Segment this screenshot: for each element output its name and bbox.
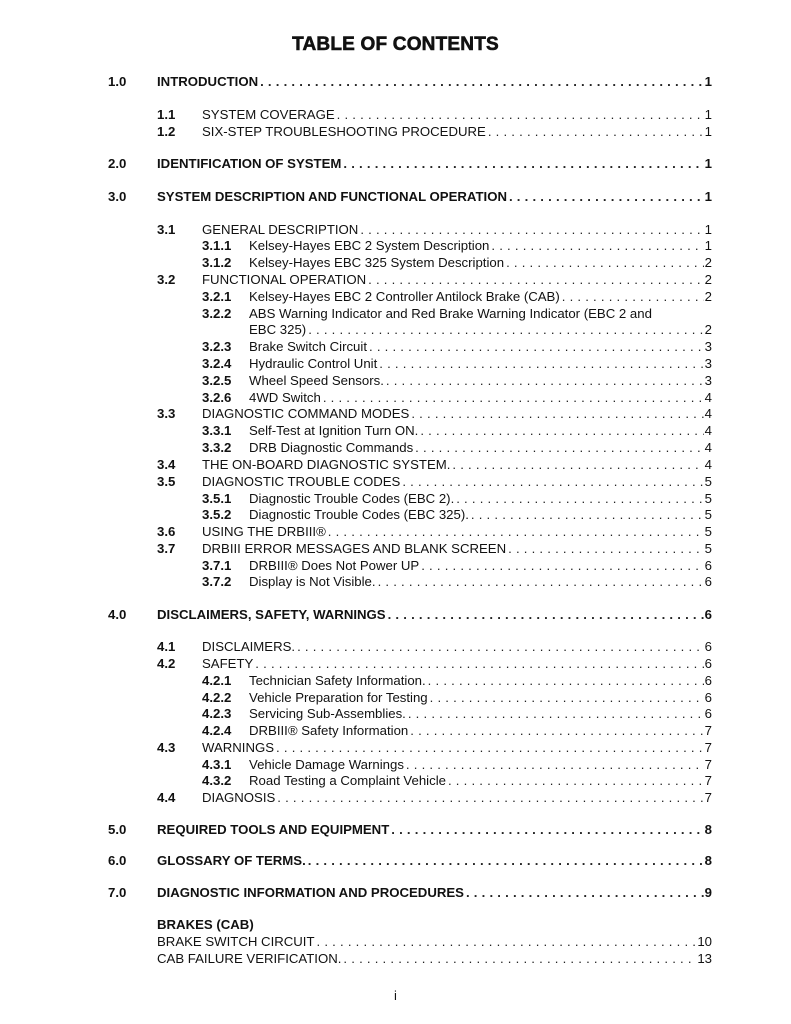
leader-dots xyxy=(509,188,704,205)
section-title[interactable]: Self-Test at Ignition Turn ON. xyxy=(249,423,419,438)
section-title[interactable]: Kelsey-Hayes EBC 2 Controller Antilock Brake (CAB) xyxy=(249,289,560,304)
toc-entry-4-0[interactable] xyxy=(0,606,791,623)
section-number: 4.3.1 xyxy=(202,757,232,772)
toc-entry-2-0[interactable] xyxy=(0,155,791,172)
page-number: 5 xyxy=(704,541,712,556)
leader-dots xyxy=(420,422,703,439)
leader-dots xyxy=(337,106,704,123)
toc-entry-4-2-1[interactable] xyxy=(0,672,791,689)
section-title[interactable]: Vehicle Damage Warnings xyxy=(249,757,404,772)
leader-dots xyxy=(297,638,704,655)
section-title[interactable]: GENERAL DESCRIPTION xyxy=(202,222,359,237)
section-number: 1.0 xyxy=(108,74,127,89)
leader-dots xyxy=(360,221,703,238)
toc-entry-1-0[interactable] xyxy=(0,73,791,90)
section-title[interactable]: DIAGNOSTIC INFORMATION AND PROCEDURES xyxy=(157,885,464,900)
page-number: 6 xyxy=(704,673,712,688)
section-title[interactable]: DRBIII® Safety Information xyxy=(249,723,409,738)
toc-entry-1-2[interactable] xyxy=(0,123,791,140)
page-number: 5 xyxy=(704,507,712,522)
section-title[interactable]: DRBIII ERROR MESSAGES AND BLANK SCREEN xyxy=(202,541,507,556)
section-title[interactable]: Hydraulic Control Unit xyxy=(249,356,378,371)
leader-dots xyxy=(402,473,703,490)
page-number: 1 xyxy=(704,74,712,89)
section-title[interactable]: Display is Not Visible. xyxy=(249,574,376,589)
toc-entry-3-7[interactable] xyxy=(0,540,791,557)
section-number: 2.0 xyxy=(108,156,127,171)
section-number: 3.2.6 xyxy=(202,390,232,405)
section-number: 7.0 xyxy=(108,885,127,900)
leader-dots xyxy=(430,689,704,706)
page-number: 3 xyxy=(704,356,712,371)
leader-dots xyxy=(308,852,704,869)
leader-dots xyxy=(415,439,703,456)
page-number: 1 xyxy=(704,238,712,253)
leader-dots xyxy=(562,288,704,305)
leader-dots xyxy=(391,821,703,838)
leader-dots xyxy=(277,789,703,806)
section-title[interactable]: FUNCTIONAL OPERATION xyxy=(202,272,367,287)
page-number: 5 xyxy=(704,524,712,539)
section-number: 4.2.2 xyxy=(202,690,232,705)
page-number: 4 xyxy=(704,406,712,421)
leader-dots xyxy=(388,606,704,623)
leader-dots xyxy=(255,655,703,672)
page-number: 4 xyxy=(704,423,712,438)
section-title[interactable]: Wheel Speed Sensors. xyxy=(249,373,384,388)
section-title[interactable]: SAFETY xyxy=(202,656,254,671)
leader-dots xyxy=(408,705,704,722)
section-number: 3.3 xyxy=(157,406,176,421)
leader-dots xyxy=(368,271,704,288)
page-number: 7 xyxy=(704,773,712,788)
page-number: 6 xyxy=(704,706,712,721)
page-number: 1 xyxy=(704,124,712,139)
toc-entry-3-1[interactable] xyxy=(0,221,791,238)
toc-entry-3-7-2[interactable] xyxy=(0,573,791,590)
page-number: 6 xyxy=(704,639,712,654)
leader-dots xyxy=(308,321,703,338)
page-number: 1 xyxy=(704,222,712,237)
brakes-section-heading-row xyxy=(0,916,791,933)
leader-dots xyxy=(448,772,704,789)
toc-entry-6-0[interactable] xyxy=(0,852,791,869)
section-number: 3.3.2 xyxy=(202,440,232,455)
section-number: 4.2.4 xyxy=(202,723,232,738)
leader-dots xyxy=(466,884,704,901)
leader-dots xyxy=(379,355,703,372)
footer-page-number: i xyxy=(394,988,397,1003)
toc-entry-3-6[interactable] xyxy=(0,523,791,540)
section-title[interactable]: Road Testing a Complaint Vehicle xyxy=(249,773,446,788)
section-number: 6.0 xyxy=(108,853,127,868)
page-number: 3 xyxy=(704,339,712,354)
section-number: 3.1.1 xyxy=(202,238,232,253)
leader-dots xyxy=(386,372,704,389)
page-number: 1 xyxy=(704,189,712,204)
section-number: 1.2 xyxy=(157,124,176,139)
toc-entry-3-4[interactable] xyxy=(0,456,791,473)
section-title[interactable]: DIAGNOSTIC COMMAND MODES xyxy=(202,406,410,421)
section-number: 3.7.2 xyxy=(202,574,232,589)
section-title[interactable]: DRB Diagnostic Commands xyxy=(249,440,414,455)
section-title[interactable]: Diagnostic Trouble Codes (EBC 325). xyxy=(249,507,469,522)
section-title[interactable]: Diagnostic Trouble Codes (EBC 2). xyxy=(249,491,455,506)
toc-entry-3-0[interactable] xyxy=(0,188,791,205)
page-number: 6 xyxy=(704,558,712,573)
section-title[interactable]: INTRODUCTION xyxy=(157,74,259,89)
page-number: 4 xyxy=(704,457,712,472)
section-number: 4.3.2 xyxy=(202,773,232,788)
section-title[interactable]: DISCLAIMERS, SAFETY, WARNINGS xyxy=(157,607,386,622)
section-number: 3.6 xyxy=(157,524,176,539)
toc-entry-3-2-1[interactable] xyxy=(0,288,791,305)
toc-entry-1-1[interactable] xyxy=(0,106,791,123)
page-number: 2 xyxy=(704,322,712,337)
page-number: 4 xyxy=(704,440,712,455)
toc-entry-4-4[interactable] xyxy=(0,789,791,806)
leader-dots xyxy=(323,389,704,406)
section-title[interactable]: DRBIII® Does Not Power UP xyxy=(249,558,420,573)
section-number: 3.1.2 xyxy=(202,255,232,270)
toc-entry-cab-failure-verification[interactable] xyxy=(0,950,791,967)
leader-dots xyxy=(276,739,704,756)
leader-dots xyxy=(508,540,704,557)
toc-entry-3-3-1[interactable] xyxy=(0,422,791,439)
page-number: 6 xyxy=(704,574,712,589)
toc-entry-5-0[interactable] xyxy=(0,821,791,838)
section-title[interactable]: USING THE DRBIII® xyxy=(202,524,326,539)
section-number: 3.5.1 xyxy=(202,491,232,506)
toc-entry-3-2-3[interactable] xyxy=(0,338,791,355)
section-title-continued[interactable]: EBC 325) xyxy=(249,322,307,337)
section-number: 3.7.1 xyxy=(202,558,232,573)
leader-dots xyxy=(411,405,703,422)
section-title[interactable]: ABS Warning Indicator and Red Brake Warning Indicator (EBC 2 and xyxy=(249,306,652,321)
section-title[interactable]: Kelsey-Hayes EBC 2 System Description xyxy=(249,238,490,253)
toc-entry-3-5-1[interactable] xyxy=(0,490,791,507)
leader-dots xyxy=(506,254,704,271)
leader-dots xyxy=(378,573,704,590)
page-number: 8 xyxy=(704,853,712,868)
section-number: 3.2.3 xyxy=(202,339,232,354)
section-title[interactable]: Brake Switch Circuit xyxy=(249,339,367,354)
page-title: TABLE OF CONTENTS xyxy=(292,34,499,55)
section-number: 3.5.2 xyxy=(202,507,232,522)
leader-dots xyxy=(456,490,703,507)
toc-entry-3-2-6[interactable] xyxy=(0,389,791,406)
toc-entry-brake-switch-circuit[interactable] xyxy=(0,933,791,950)
section-number: 3.2.1 xyxy=(202,289,232,304)
leader-dots xyxy=(452,456,703,473)
section-number: 4.2 xyxy=(157,656,176,671)
leader-dots xyxy=(260,73,704,90)
section-number: 4.4 xyxy=(157,790,176,805)
section-number: 3.3.1 xyxy=(202,423,232,438)
toc-entry-3-3[interactable] xyxy=(0,405,791,422)
leader-dots xyxy=(491,237,703,254)
page-number: 7 xyxy=(704,723,712,738)
page-number: 3 xyxy=(704,373,712,388)
toc-entry-7-0[interactable] xyxy=(0,884,791,901)
leader-dots xyxy=(410,722,703,739)
toc-entry-3-1-1[interactable] xyxy=(0,237,791,254)
leader-dots xyxy=(406,756,704,773)
toc-entry-4-3-2[interactable] xyxy=(0,772,791,789)
page-number: 8 xyxy=(704,822,712,837)
section-number: 4.0 xyxy=(108,607,127,622)
toc-entry-3-5[interactable] xyxy=(0,473,791,490)
section-number: 3.2.2 xyxy=(202,306,232,321)
toc-entry-3-1-2[interactable] xyxy=(0,254,791,271)
page-number: 2 xyxy=(704,272,712,287)
section-number: 4.2.3 xyxy=(202,706,232,721)
toc-entry-4-2-2[interactable] xyxy=(0,689,791,706)
toc-entry-3-2-4[interactable] xyxy=(0,355,791,372)
section-number: 3.7 xyxy=(157,541,176,556)
page-number: 7 xyxy=(704,740,712,755)
section-title[interactable]: BRAKE SWITCH CIRCUIT xyxy=(157,934,315,949)
section-title[interactable]: DIAGNOSIS xyxy=(202,790,276,805)
page-number: 9 xyxy=(704,885,712,900)
toc-entry-3-2[interactable] xyxy=(0,271,791,288)
leader-dots xyxy=(471,506,704,523)
leader-dots xyxy=(369,338,704,355)
section-title[interactable]: WARNINGS xyxy=(202,740,275,755)
toc-entry-3-7-1[interactable] xyxy=(0,557,791,574)
section-number: 4.3 xyxy=(157,740,176,755)
toc-entry-4-3-1[interactable] xyxy=(0,756,791,773)
section-number: 3.5 xyxy=(157,474,176,489)
section-number: 4.2.1 xyxy=(202,673,232,688)
page-number: 5 xyxy=(704,474,712,489)
page-number: 4 xyxy=(704,390,712,405)
page-number: 7 xyxy=(704,790,712,805)
page-number: 6 xyxy=(704,607,712,622)
toc-entry-3-2-2-continued[interactable] xyxy=(0,321,791,338)
page-number: 10 xyxy=(697,934,712,949)
toc-entry-3-2-2[interactable] xyxy=(0,305,791,322)
brakes-section-heading: BRAKES (CAB) xyxy=(157,917,254,932)
section-title[interactable]: CAB FAILURE VERIFICATION. xyxy=(157,951,342,966)
toc-entry-4-2[interactable] xyxy=(0,655,791,672)
section-title[interactable]: Vehicle Preparation for Testing xyxy=(249,690,428,705)
toc-entry-3-5-2[interactable] xyxy=(0,506,791,523)
section-number: 3.2.5 xyxy=(202,373,232,388)
page-number: 6 xyxy=(704,690,712,705)
section-title[interactable]: GLOSSARY OF TERMS. xyxy=(157,853,306,868)
section-number: 3.1 xyxy=(157,222,176,237)
section-title[interactable]: DIAGNOSTIC TROUBLE CODES xyxy=(202,474,401,489)
toc-entry-4-3[interactable] xyxy=(0,739,791,756)
section-number: 3.2.4 xyxy=(202,356,232,371)
section-title[interactable]: Servicing Sub-Assemblies. xyxy=(249,706,406,721)
leader-dots xyxy=(343,950,696,967)
section-title[interactable]: REQUIRED TOOLS AND EQUIPMENT xyxy=(157,822,390,837)
page-number: 6 xyxy=(704,656,712,671)
section-number: 4.1 xyxy=(157,639,176,654)
page-number: 5 xyxy=(704,491,712,506)
page-number: 13 xyxy=(697,951,712,966)
page-number: 7 xyxy=(704,757,712,772)
leader-dots xyxy=(328,523,704,540)
section-number: 3.4 xyxy=(157,457,176,472)
leader-dots xyxy=(428,672,704,689)
page-number: 1 xyxy=(704,107,712,122)
toc-entry-3-2-5[interactable] xyxy=(0,372,791,389)
section-title[interactable]: Kelsey-Hayes EBC 325 System Description xyxy=(249,255,505,270)
section-title[interactable]: DISCLAIMERS. xyxy=(202,639,296,654)
section-title[interactable]: THE ON-BOARD DIAGNOSTIC SYSTEM. xyxy=(202,457,451,472)
section-number: 3.0 xyxy=(108,189,127,204)
page-number: 1 xyxy=(704,156,712,171)
section-number: 5.0 xyxy=(108,822,127,837)
toc-entry-4-1[interactable] xyxy=(0,638,791,655)
section-title[interactable]: SYSTEM DESCRIPTION AND FUNCTIONAL OPERATION xyxy=(157,189,507,204)
leader-dots xyxy=(421,557,703,574)
leader-dots xyxy=(488,123,704,140)
toc-entry-4-2-3[interactable] xyxy=(0,705,791,722)
toc-entry-4-2-4[interactable] xyxy=(0,722,791,739)
page-number: 2 xyxy=(704,255,712,270)
section-title[interactable]: IDENTIFICATION OF SYSTEM xyxy=(157,156,342,171)
section-title[interactable]: SYSTEM COVERAGE xyxy=(202,107,335,122)
section-number: 3.2 xyxy=(157,272,176,287)
page-number: 2 xyxy=(704,289,712,304)
section-title[interactable]: Technician Safety Information. xyxy=(249,673,426,688)
leader-dots xyxy=(317,933,697,950)
section-title[interactable]: 4WD Switch xyxy=(249,390,321,405)
section-number: 1.1 xyxy=(157,107,176,122)
leader-dots xyxy=(343,155,703,172)
section-title[interactable]: SIX-STEP TROUBLESHOOTING PROCEDURE xyxy=(202,124,486,139)
toc-entry-3-3-2[interactable] xyxy=(0,439,791,456)
